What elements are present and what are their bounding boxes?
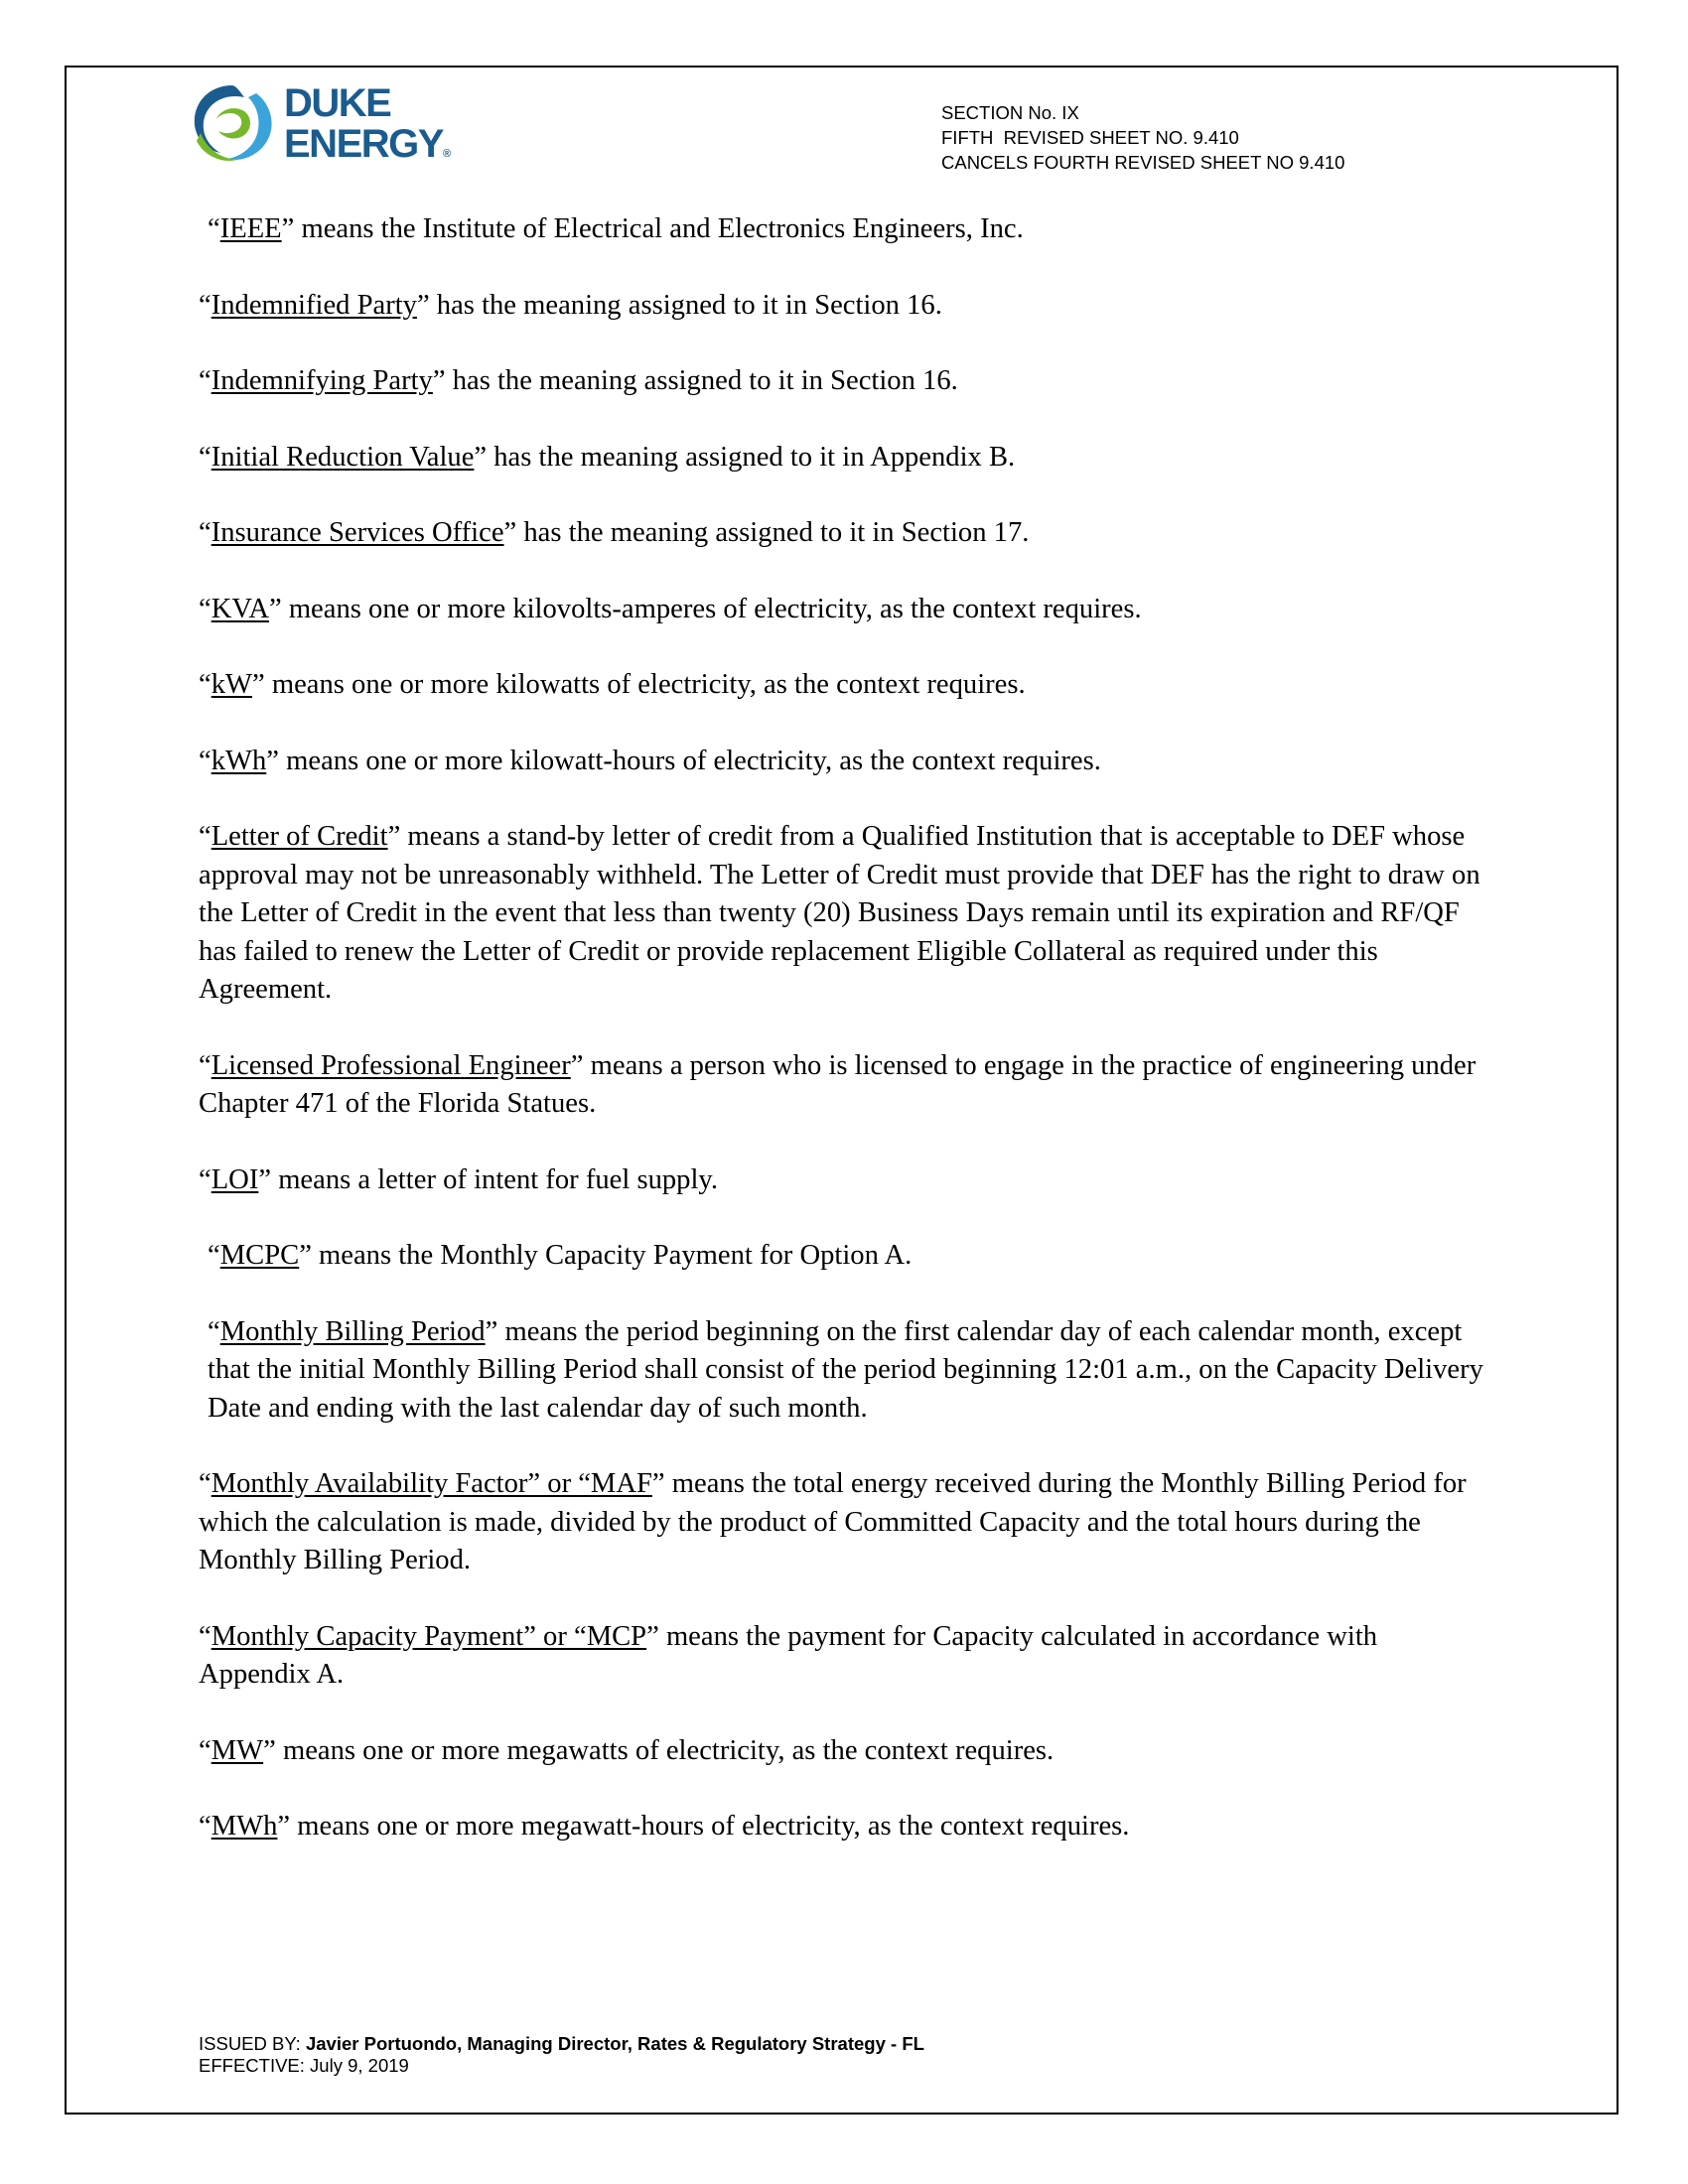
open-quote: “ — [199, 1049, 211, 1081]
definition-text: means one or more kilowatts of electricity, as the context requires. — [264, 669, 1026, 700]
open-quote: “ — [199, 1163, 211, 1195]
issued-by-value: Javier Portuondo, Managing Director, Rates & Regulatory Strategy - FL — [305, 2033, 924, 2054]
open-quote: “ — [199, 593, 211, 624]
definition-item — [199, 1732, 1489, 1771]
page-footer — [199, 2033, 924, 2077]
definition-text: means one or more kilovolts-amperes of electricity, as the context requires. — [281, 593, 1142, 624]
definition-text: means one or more kilowatt-hours of electricity, as the context requires. — [279, 745, 1101, 776]
definition-item — [199, 287, 1489, 326]
close-quote: ” — [387, 821, 401, 852]
issued-by-label: ISSUED BY: — [199, 2033, 306, 2054]
defined-term: Monthly Capacity Payment” or “MCP — [211, 1620, 647, 1652]
logo-wordmark — [284, 83, 451, 175]
defined-term: Letter of Credit — [211, 821, 388, 852]
close-quote: ” — [277, 1811, 291, 1842]
definition-text: means a letter of intent for fuel supply. — [271, 1163, 718, 1195]
logo-line-energy — [284, 124, 451, 175]
close-quote: ” — [570, 1049, 584, 1081]
open-quote: “ — [199, 517, 211, 548]
open-quote: “ — [199, 289, 211, 321]
definition-text: has the meaning assigned to it in Appendix B. — [487, 441, 1016, 473]
sheet-header — [941, 100, 1344, 175]
close-quote: ” — [651, 1468, 665, 1499]
duke-energy-swirl-icon — [187, 79, 278, 171]
definition-text: has the meaning assigned to it in Section 16. — [445, 365, 958, 396]
definition-text: means a person who is licensed to engage in the practice of engineering under Chapter 471 of the Florida Statues. — [199, 1049, 1477, 1119]
definition-item — [199, 1808, 1489, 1846]
open-quote: “ — [199, 669, 211, 700]
close-quote: ” — [281, 213, 295, 244]
close-quote: ” — [416, 289, 430, 321]
defined-term: Monthly Billing Period — [219, 1315, 486, 1347]
open-quote: “ — [199, 1811, 211, 1842]
close-quote: ” — [646, 1620, 659, 1652]
defined-term: MW — [211, 1734, 264, 1766]
definition-item — [199, 591, 1489, 629]
definition-item — [199, 1161, 1489, 1200]
defined-term: Insurance Services Office — [211, 517, 504, 548]
open-quote: “ — [199, 745, 211, 776]
open-quote: “ — [208, 1240, 220, 1271]
effective-line — [199, 2055, 924, 2077]
defined-term: Monthly Availability Factor” or “MAF — [211, 1468, 652, 1499]
close-quote: ” — [263, 1734, 276, 1766]
definition-item — [199, 210, 1489, 249]
definition-item — [199, 1618, 1489, 1695]
close-quote: ” — [432, 365, 446, 396]
header-sheet: FIFTH REVISED SHEET NO. 9.410 — [941, 127, 1239, 148]
definition-item — [199, 439, 1489, 478]
definition-item — [199, 818, 1489, 1010]
open-quote: “ — [199, 441, 211, 473]
definition-text: means the payment for Capacity calculated in accordance with Appendix A. — [199, 1620, 1378, 1690]
defined-term: Licensed Professional Engineer — [211, 1049, 571, 1081]
definition-item — [199, 1465, 1489, 1580]
definition-text: means the total energy received during the Monthly Billing Period for which the calculation is made, divided by the product of Committed Capacity and the total hours during the Monthly Billing Period. — [199, 1468, 1467, 1575]
defined-term: kWh — [211, 745, 267, 776]
close-quote: ” — [503, 517, 517, 548]
effective-label: EFFECTIVE: — [199, 2055, 311, 2076]
close-quote: ” — [299, 1240, 312, 1271]
header-section: SECTION No. IX — [941, 102, 1079, 123]
definition-item — [199, 514, 1489, 553]
definition-item — [199, 743, 1489, 781]
defined-term: KVA — [211, 593, 269, 624]
duke-energy-logo — [187, 79, 475, 175]
defined-term: MWh — [211, 1811, 278, 1842]
definition-item — [199, 362, 1489, 401]
effective-date: July 9, 2019 — [310, 2055, 409, 2076]
defined-term: MCPC — [219, 1240, 300, 1271]
definition-text: has the meaning assigned to it in Section 16. — [429, 289, 942, 321]
definition-text: means the period beginning on the first calendar day of each calendar month, except that the initial Monthly Billing Period shall consist of the period beginning 12:01 a.m., on the Capacity Delivery Date and ending with the last calendar day of such month. — [208, 1315, 1483, 1424]
defined-term: Initial Reduction Value — [211, 441, 475, 473]
definition-item — [199, 1047, 1489, 1124]
logo-energy-text: ENERGY — [284, 122, 443, 166]
open-quote: “ — [199, 1620, 211, 1652]
close-quote: ” — [252, 669, 265, 700]
open-quote: “ — [199, 1468, 211, 1499]
defined-term: LOI — [211, 1163, 259, 1195]
definition-item — [199, 666, 1489, 705]
open-quote: “ — [199, 365, 211, 396]
logo-line-duke: DUKE — [284, 81, 391, 125]
close-quote: ” — [266, 745, 279, 776]
header-cancels: CANCELS FOURTH REVISED SHEET NO 9.410 — [941, 152, 1345, 173]
definition-text: means the Institute of Electrical and Electronics Engineers, Inc. — [294, 213, 1024, 244]
defined-term: IEEE — [219, 213, 282, 244]
open-quote: “ — [199, 821, 211, 852]
definition-text: means one or more megawatts of electricity, as the context requires. — [275, 1734, 1055, 1766]
definition-text: means a stand-by letter of credit from a Qualified Institution that is acceptable to DEF whose approval may not be unreasonably withheld. The Letter of Credit must provide that DEF has the right to draw on the Letter of Credit in the event that less than twenty (20) Business Days remain until its expiration and RF/QF has failed to renew the Letter of Credit or provide replacement Eligible Collateral as required under this Agreement. — [199, 821, 1480, 1005]
open-quote: “ — [208, 1315, 220, 1347]
close-quote: ” — [474, 441, 488, 473]
definition-item — [199, 1313, 1489, 1429]
open-quote: “ — [208, 213, 220, 244]
close-quote: ” — [485, 1315, 498, 1347]
close-quote: ” — [258, 1163, 272, 1195]
defined-term: Indemnified Party — [211, 289, 417, 321]
definition-text: has the meaning assigned to it in Section 17. — [516, 517, 1030, 548]
defined-term: kW — [211, 669, 252, 700]
open-quote: “ — [199, 1734, 211, 1766]
defined-term: Indemnifying Party — [211, 365, 433, 396]
definition-text: means one or more megawatt-hours of electricity, as the context requires. — [290, 1811, 1130, 1842]
issued-by-line — [199, 2033, 924, 2055]
registered-mark: ® — [442, 148, 452, 160]
close-quote: ” — [268, 593, 282, 624]
definition-item — [199, 1237, 1489, 1276]
definitions-list — [199, 210, 1489, 1884]
definition-text: means the Monthly Capacity Payment for Option A. — [311, 1240, 913, 1271]
